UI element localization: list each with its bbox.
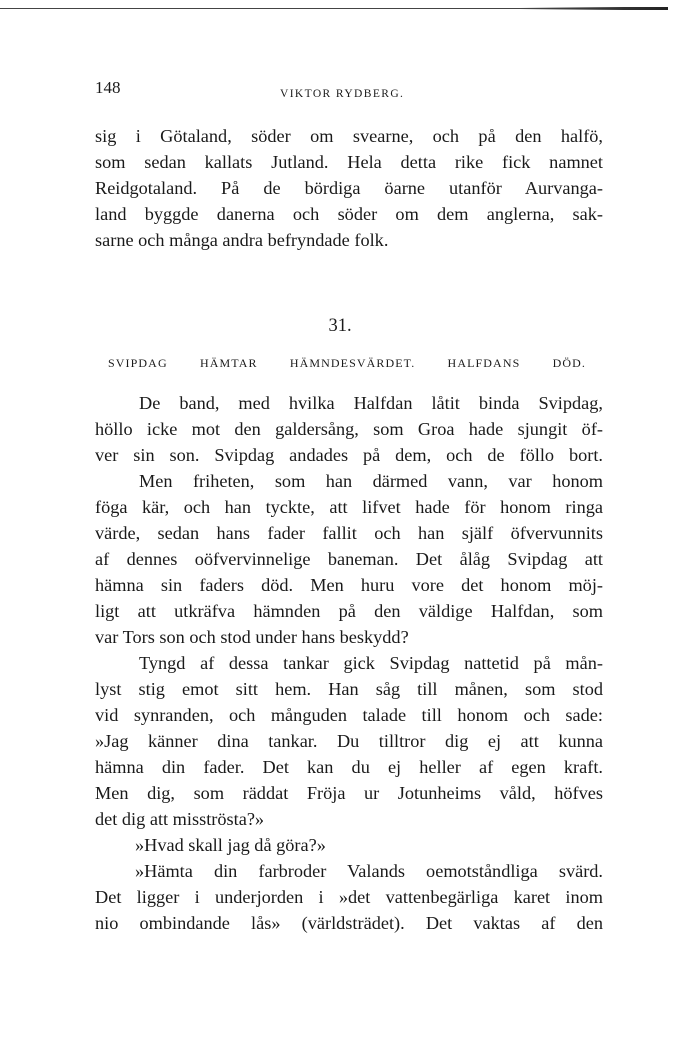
text-line: »Hämta din farbroder Valands oemotståndliga svärd.: [135, 861, 603, 881]
text-line: De band, med hvilka Halfdan låtit binda Svipdag,: [139, 393, 603, 413]
text-line: »Jag känner dina tankar. Du tilltror dig ej att kunna: [95, 731, 603, 751]
text-line: värde, sedan hans fader fallit och han själf öfvervunnits: [95, 523, 603, 543]
text-line: höllo icke mot den galdersång, som Groa hade sjungit öf-: [95, 419, 603, 439]
text-line: lyst stig emot sitt hem. Han såg till månen, som stod: [95, 679, 603, 699]
text-line: Men friheten, som han därmed vann, var honom: [139, 471, 603, 491]
text-line: hämna din fader. Det kan du ej heller af egen kraft.: [95, 757, 603, 777]
text-line: hämna sin faders död. Men huru vore det honom möj-: [95, 575, 603, 595]
text-line: »Hvad skall jag då göra?»: [135, 835, 326, 855]
text-line: Tyngd af dessa tankar gick Svipdag nattetid på mån-: [139, 653, 603, 673]
paragraph-continuation: [95, 123, 603, 253]
text-line: sarne och många andra befryndade folk.: [95, 230, 389, 250]
text-line: nio ombindande lås» (världsträdet). Det vaktas af den: [95, 913, 603, 933]
text-line: Det ligger i underjorden i »det vattenbegärliga karet inom: [95, 887, 603, 907]
text-line: det dig att misströsta?»: [95, 809, 265, 829]
text-line: var Tors son och stod under hans beskydd?: [95, 627, 409, 647]
chapter-number: 31.: [328, 316, 352, 336]
top-rule-shadow: [520, 7, 668, 10]
chapter-title: SVIPDAG HÄMTAR HÄMNDESVÄRDET. HALFDANS DÖD.: [108, 356, 586, 370]
text-line: föga kär, och han tyckte, att lifvet hade för honom ringa: [95, 497, 603, 517]
text-line: som sedan kallats Jutland. Hela detta rike fick namnet: [95, 152, 603, 172]
running-head: VIKTOR RYDBERG.: [280, 88, 405, 100]
text-line: Reidgotaland. På de bördiga öarne utanför Aurvanga-: [95, 178, 603, 198]
text-line: vid synranden, och månguden talade till honom och sade:: [95, 705, 603, 725]
chapter-body: [95, 390, 603, 936]
text-line: Men dig, som räddat Fröja ur Jotunheims våld, höfves: [95, 783, 603, 803]
text-line: ver sin son. Svipdag andades på dem, och de föllo bort.: [95, 445, 603, 465]
text-line: af dennes oöfvervinnelige baneman. Det ålåg Svipdag att: [95, 549, 603, 569]
text-line: sig i Götaland, söder om svearne, och på den halfö,: [95, 126, 603, 146]
text-line: ligt att utkräfva hämnden på den väldige Halfdan, som: [95, 601, 603, 621]
page-number: 148: [95, 78, 121, 97]
text-line: land byggde danerna och söder om dem anglerna, sak-: [95, 204, 603, 224]
